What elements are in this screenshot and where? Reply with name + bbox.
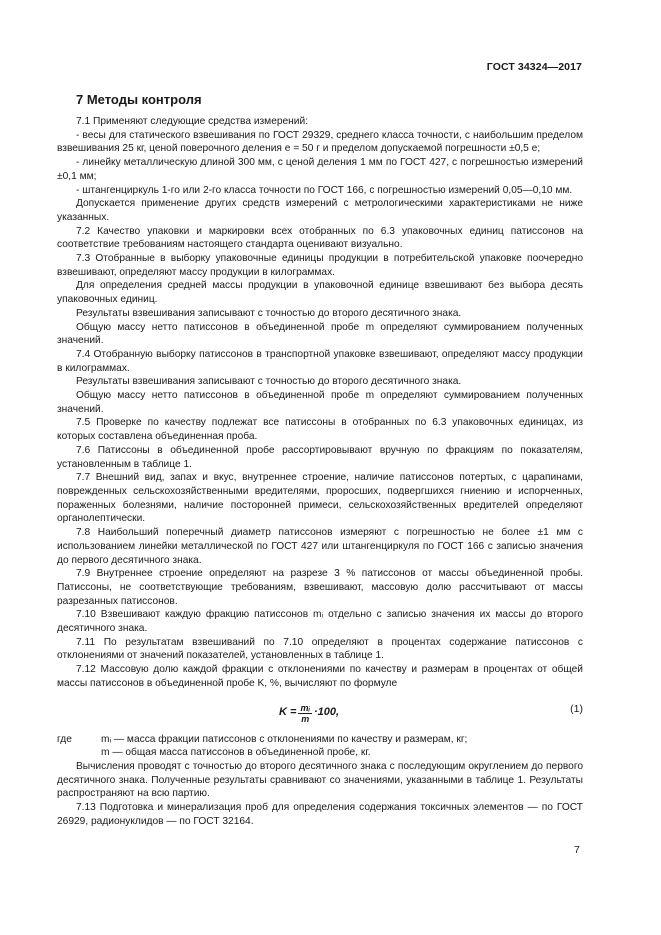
formula-number: (1) — [570, 702, 583, 715]
formula-fraction — [298, 703, 312, 724]
paragraph-average-mass: Для определения средней массы продукции в упаковочной единице взвешивают без выбора десять упаковочных единиц. — [57, 280, 583, 306]
section-title: 7 Методы контроля — [76, 92, 202, 107]
paragraph-weighing-results-2: Результаты взвешивания записывают с точностью до второго десятичного знака. — [76, 376, 462, 388]
document-code-header: ГОСТ 34324—2017 — [486, 61, 582, 73]
where-mi — [57, 733, 583, 747]
formula-1 — [57, 697, 583, 729]
where-label: где — [57, 733, 72, 745]
list-item-caliper: - штангенциркуль 1-го или 2-го класса точности по ГОСТ 166, с погрешностью измерений 0,05—0,10 мм. — [76, 184, 573, 196]
paragraph-total-mass-2: Общую массу нетто патиссонов в объединенной пробе m определяют суммированием полученных значений. — [57, 390, 583, 415]
list-item-ruler: - линейку металлическую длиной 300 мм, с ценой деления 1 мм по ГОСТ 427, с погрешностью измерений ±0,1 мм; — [57, 157, 583, 182]
paragraph-other-instruments: Допускается применение других средств измерений с метрологическими характеристиками не ниже указанных. — [57, 198, 583, 223]
paragraph-7-5: 7.5 Проверке по качеству подлежат все патиссоны в отобранных по 6.3 упаковочных единицах, из которых составлена объединенная проба. — [57, 417, 583, 443]
paragraph-7-3: 7.3 Отобранные в выборку упаковочные единицы продукции в потребительской упаковке поочередно взвешивают, определяют массу продукции в килограммах. — [57, 253, 583, 278]
page-number: 7 — [574, 844, 580, 856]
paragraph-7-9: 7.9 Внутреннее строение определяют на разрезе 3 % патиссонов от массы объединенной пробы. Патиссоны, не соответствующие требованиям, взвешивают, массовую долю рассчитывают от массы разрезанных патиссонов. — [57, 568, 583, 607]
paragraph-7-10: 7.10 Взвешивают каждую фракцию патиссонов mᵢ отдельно с записью значения их массы до второго десятичного знака. — [57, 609, 583, 635]
paragraph-7-8: 7.8 Наибольший поперечный диаметр патиссонов измеряют с погрешностью не более ±1 мм с использованием линейки металлической по ГОСТ 427 или штангенциркуля по ГОСТ 166 с записью значения до первого десятичного знака. — [57, 527, 583, 566]
paragraph-weighing-results: Результаты взвешивания записывают с точностью до второго десятичного знака. — [76, 307, 462, 319]
paragraph-7-12: 7.12 Массовую долю каждой фракции с отклонениями по качеству и размерам в процентах от общей массы патиссонов в объединенной пробе K, %, вычисляют по формуле — [57, 664, 583, 689]
paragraph-total-mass: Общую массу нетто патиссонов в объединенной пробе m определяют суммированием полученных значений. — [57, 321, 583, 347]
where-mi-text: mᵢ — масса фракции патиссонов с отклонениями по качеству и размерам, кг; — [101, 733, 468, 745]
where-m — [57, 746, 583, 760]
paragraph-calculations: Вычисления проводят с точностью до второго десятичного знака с последующим округлением до первого десятичного знака. Полученные результаты сравнивают со значениями, указанными в таблице 1. Результаты распространяют на всю партию. — [57, 760, 583, 800]
paragraph-7-1: 7.1 Применяют следующие средства измерений: — [76, 116, 309, 127]
formula-rhs: ·100, — [313, 706, 340, 719]
paragraph-7-11: 7.11 По результатам взвешиваний по 7.10 определяют в процентах содержание патиссонов с отклонениями от значений показателей, установленных в таблице 1. — [57, 636, 583, 662]
paragraph-7-6: 7.6 Патиссоны в объединенной пробе рассортировывают вручную по фракциям по показателям, установленным в таблице 1. — [57, 444, 583, 470]
formula-denominator: m — [301, 713, 310, 724]
paragraph-7-4: 7.4 Отобранную выборку патиссонов в транспортной упаковке взвешивают, определяют массу продукции в килограммах. — [57, 348, 583, 374]
where-m-text: m — общая масса патиссонов в объединенной пробе, кг. — [101, 747, 371, 759]
formula-expression — [279, 703, 339, 724]
formula-lhs: K = — [279, 706, 297, 719]
list-item-scales: - весы для статического взвешивания по ГОСТ 29329, среднего класса точности, с наибольшим пределом взвешивания 25 кг, ценой поверочного деления e = 50 г и пределом допускаемой погрешности ±0,5 e; — [57, 129, 583, 155]
section-body — [57, 115, 583, 828]
paragraph-7-7: 7.7 Внешний вид, запах и вкус, внутреннее строение, наличие патиссонов потертых, с царапинами, поврежденных сельскохозяйственными вредителями, проросших, подвергшихся гниению и испорченных, пораженных болезнями, наличие посторонней примеси, сельскохозяйственных вредителей определяют органолептически. — [57, 472, 583, 525]
paragraph-7-13: 7.13 Подготовка и минерализация проб для определения содержания токсичных элементов — по ГОСТ 26929, радионуклидов — по ГОСТ 32164. — [57, 802, 583, 827]
paragraph-7-2: 7.2 Качество упаковки и маркировки всех отобранных по 6.3 упаковочных единиц патиссонов на соответствие требованиям настоящего стандарта оценивают визуально. — [57, 225, 583, 251]
formula-numerator: mᵢ — [300, 702, 310, 713]
